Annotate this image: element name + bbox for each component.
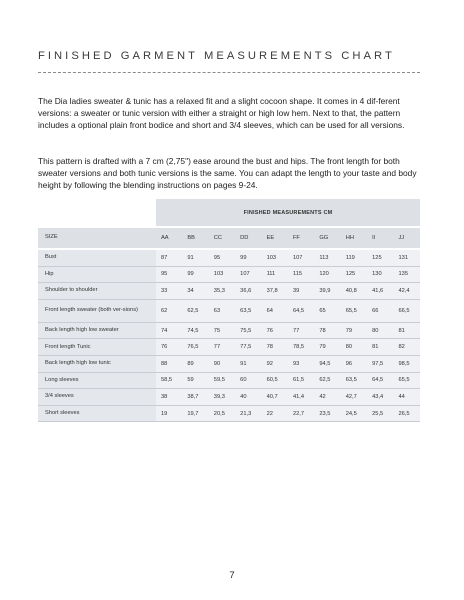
measurement-cell: 125 — [341, 267, 367, 284]
size-header: DD — [235, 228, 261, 250]
measurement-cell: 37,8 — [262, 283, 288, 300]
measurement-cell: 66 — [367, 300, 393, 323]
measurement-cell: 103 — [262, 250, 288, 267]
measurement-cell: 77,5 — [235, 339, 261, 356]
size-header: II — [367, 228, 393, 250]
measurement-cell: 38,7 — [182, 389, 208, 406]
measurement-cell: 80 — [341, 339, 367, 356]
row-label: 3/4 sleeves — [38, 389, 156, 406]
measurement-cell: 90 — [209, 356, 235, 373]
table-row — [38, 267, 420, 284]
measurement-cell: 97,5 — [367, 356, 393, 373]
measurement-cell: 64 — [262, 300, 288, 323]
measurement-cell: 20,5 — [209, 406, 235, 423]
table-row — [38, 373, 420, 390]
row-label: Long sleeves — [38, 373, 156, 390]
measurement-cell: 81 — [367, 339, 393, 356]
dashed-divider — [38, 72, 420, 73]
measurement-cell: 62,5 — [182, 300, 208, 323]
measurement-cell: 120 — [314, 267, 340, 284]
measurement-cell: 60,5 — [262, 373, 288, 390]
measurement-cell: 107 — [288, 250, 314, 267]
measurement-cell: 88 — [156, 356, 182, 373]
measurement-cell: 75 — [209, 323, 235, 340]
measurement-cell: 78 — [314, 323, 340, 340]
table-row — [38, 250, 420, 267]
row-label: Back length high low tunic — [38, 356, 156, 373]
measurement-cell: 82 — [394, 339, 420, 356]
measurement-cell: 65 — [314, 300, 340, 323]
measurement-cell: 38 — [156, 389, 182, 406]
measurement-cell: 24,5 — [341, 406, 367, 423]
measurement-cell: 34 — [182, 283, 208, 300]
size-header: AA — [156, 228, 182, 250]
table-row — [38, 389, 420, 406]
measurement-cell: 75,5 — [235, 323, 261, 340]
measurement-cell: 98,5 — [394, 356, 420, 373]
row-label: Front length sweater (both ver-sions) — [38, 300, 156, 323]
measurement-cell: 42 — [314, 389, 340, 406]
size-header: EE — [262, 228, 288, 250]
measurement-cell: 64,5 — [288, 300, 314, 323]
measurement-cell: 23,5 — [314, 406, 340, 423]
measurement-cell: 39 — [288, 283, 314, 300]
measurement-cell: 77 — [288, 323, 314, 340]
measurement-cell: 96 — [341, 356, 367, 373]
page-number: 7 — [229, 570, 235, 581]
measurement-cell: 103 — [209, 267, 235, 284]
measurement-cell: 107 — [235, 267, 261, 284]
measurement-cell: 19 — [156, 406, 182, 423]
measurement-cell: 91 — [235, 356, 261, 373]
measurement-cell: 119 — [341, 250, 367, 267]
measurement-cell: 111 — [262, 267, 288, 284]
measurement-cell: 33 — [156, 283, 182, 300]
measurement-cell: 40,7 — [262, 389, 288, 406]
table-row — [38, 283, 420, 300]
measurement-cell: 64,5 — [367, 373, 393, 390]
table-caption-row — [38, 199, 420, 228]
measurement-cell: 130 — [367, 267, 393, 284]
measurement-cell: 41,6 — [367, 283, 393, 300]
measurement-cell: 22 — [262, 406, 288, 423]
measurement-cell: 63,5 — [341, 373, 367, 390]
size-header: BB — [182, 228, 208, 250]
measurement-cell: 61,5 — [288, 373, 314, 390]
row-label: Short sleeves — [38, 406, 156, 423]
measurement-cell: 19,7 — [182, 406, 208, 423]
measurement-cell: 89 — [182, 356, 208, 373]
row-label: Back length high low sweater — [38, 323, 156, 340]
measurement-cell: 59,5 — [209, 373, 235, 390]
size-header: JJ — [394, 228, 420, 250]
measurement-cell: 25,5 — [367, 406, 393, 423]
measurement-cell: 77 — [209, 339, 235, 356]
measurement-cell: 39,9 — [314, 283, 340, 300]
measurement-cell: 63 — [209, 300, 235, 323]
measurement-cell: 115 — [288, 267, 314, 284]
measurement-cell: 41,4 — [288, 389, 314, 406]
measurement-cell: 40,8 — [341, 283, 367, 300]
size-header: HH — [341, 228, 367, 250]
measurement-cell: 63,5 — [235, 300, 261, 323]
table-row — [38, 406, 420, 423]
measurement-cell: 22,7 — [288, 406, 314, 423]
measurement-cell: 91 — [182, 250, 208, 267]
measurement-cell: 39,3 — [209, 389, 235, 406]
measurement-cell: 65,5 — [341, 300, 367, 323]
measurement-cell: 94,5 — [314, 356, 340, 373]
measurement-cell: 99 — [182, 267, 208, 284]
measurement-cell: 135 — [394, 267, 420, 284]
row-label: Bust — [38, 250, 156, 267]
measurement-cell: 81 — [394, 323, 420, 340]
page-title: FINISHED GARMENT MEASUREMENTS CHART — [38, 50, 395, 62]
measurement-cell: 43,4 — [367, 389, 393, 406]
table-row — [38, 356, 420, 373]
measurement-cell: 113 — [314, 250, 340, 267]
measurement-cell: 87 — [156, 250, 182, 267]
measurement-cell: 95 — [156, 267, 182, 284]
measurement-cell: 44 — [394, 389, 420, 406]
measurement-cell: 92 — [262, 356, 288, 373]
measurement-cell: 76 — [262, 323, 288, 340]
table-corner-cell — [38, 199, 156, 228]
measurement-cell: 58,5 — [156, 373, 182, 390]
measurement-cell: 131 — [394, 250, 420, 267]
measurement-cell: 62 — [156, 300, 182, 323]
table-caption: FINISHED MEASUREMENTS CM — [156, 199, 420, 228]
row-label: Front length Tunic — [38, 339, 156, 356]
measurement-cell: 99 — [235, 250, 261, 267]
measurement-cell: 21,3 — [235, 406, 261, 423]
size-header: GG — [314, 228, 340, 250]
size-header: CC — [209, 228, 235, 250]
measurement-cell: 65,5 — [394, 373, 420, 390]
measurement-cell: 93 — [288, 356, 314, 373]
measurement-cell: 62,5 — [314, 373, 340, 390]
measurement-cell: 74,5 — [182, 323, 208, 340]
measurement-cell: 42,7 — [341, 389, 367, 406]
measurement-cell: 40 — [235, 389, 261, 406]
measurement-cell: 76 — [156, 339, 182, 356]
measurement-cell: 80 — [367, 323, 393, 340]
measurement-cell: 42,4 — [394, 283, 420, 300]
measurement-cell: 60 — [235, 373, 261, 390]
row-label: Shoulder to shoulder — [38, 283, 156, 300]
measurement-cell: 66,5 — [394, 300, 420, 323]
row-label: Hip — [38, 267, 156, 284]
measurement-cell: 95 — [209, 250, 235, 267]
table-row — [38, 339, 420, 356]
measurement-cell: 78 — [262, 339, 288, 356]
measurements-table — [38, 199, 420, 422]
size-header-label: SIZE — [38, 228, 156, 250]
table-row — [38, 323, 420, 340]
ease-paragraph: This pattern is drafted with a 7 cm (2,75") ease around the bust and hips. The front length for both sweater versions and both tunic versions is the same. You can adapt the length to your taste and body height by following the blending instructions on pages 9-24. — [38, 156, 417, 191]
measurement-cell: 79 — [341, 323, 367, 340]
intro-paragraph: The Dia ladies sweater & tunic has a relaxed fit and a slight cocoon shape. It comes in 4 dif-ferent versions: a sweater or tunic version with either a straight or high low hem. Next to that, the pattern includes a optional plain front bodice and short and 3/4 sleeves, which can be used for all versions. — [38, 96, 405, 131]
measurement-cell: 74 — [156, 323, 182, 340]
measurement-cell: 76,5 — [182, 339, 208, 356]
measurement-cell: 79 — [314, 339, 340, 356]
measurement-cell: 59 — [182, 373, 208, 390]
measurement-cell: 26,5 — [394, 406, 420, 423]
measurement-cell: 35,3 — [209, 283, 235, 300]
table-size-header-row — [38, 228, 420, 250]
table-row — [38, 300, 420, 323]
measurement-cell: 78,5 — [288, 339, 314, 356]
measurement-cell: 125 — [367, 250, 393, 267]
measurement-cell: 36,6 — [235, 283, 261, 300]
size-header: FF — [288, 228, 314, 250]
